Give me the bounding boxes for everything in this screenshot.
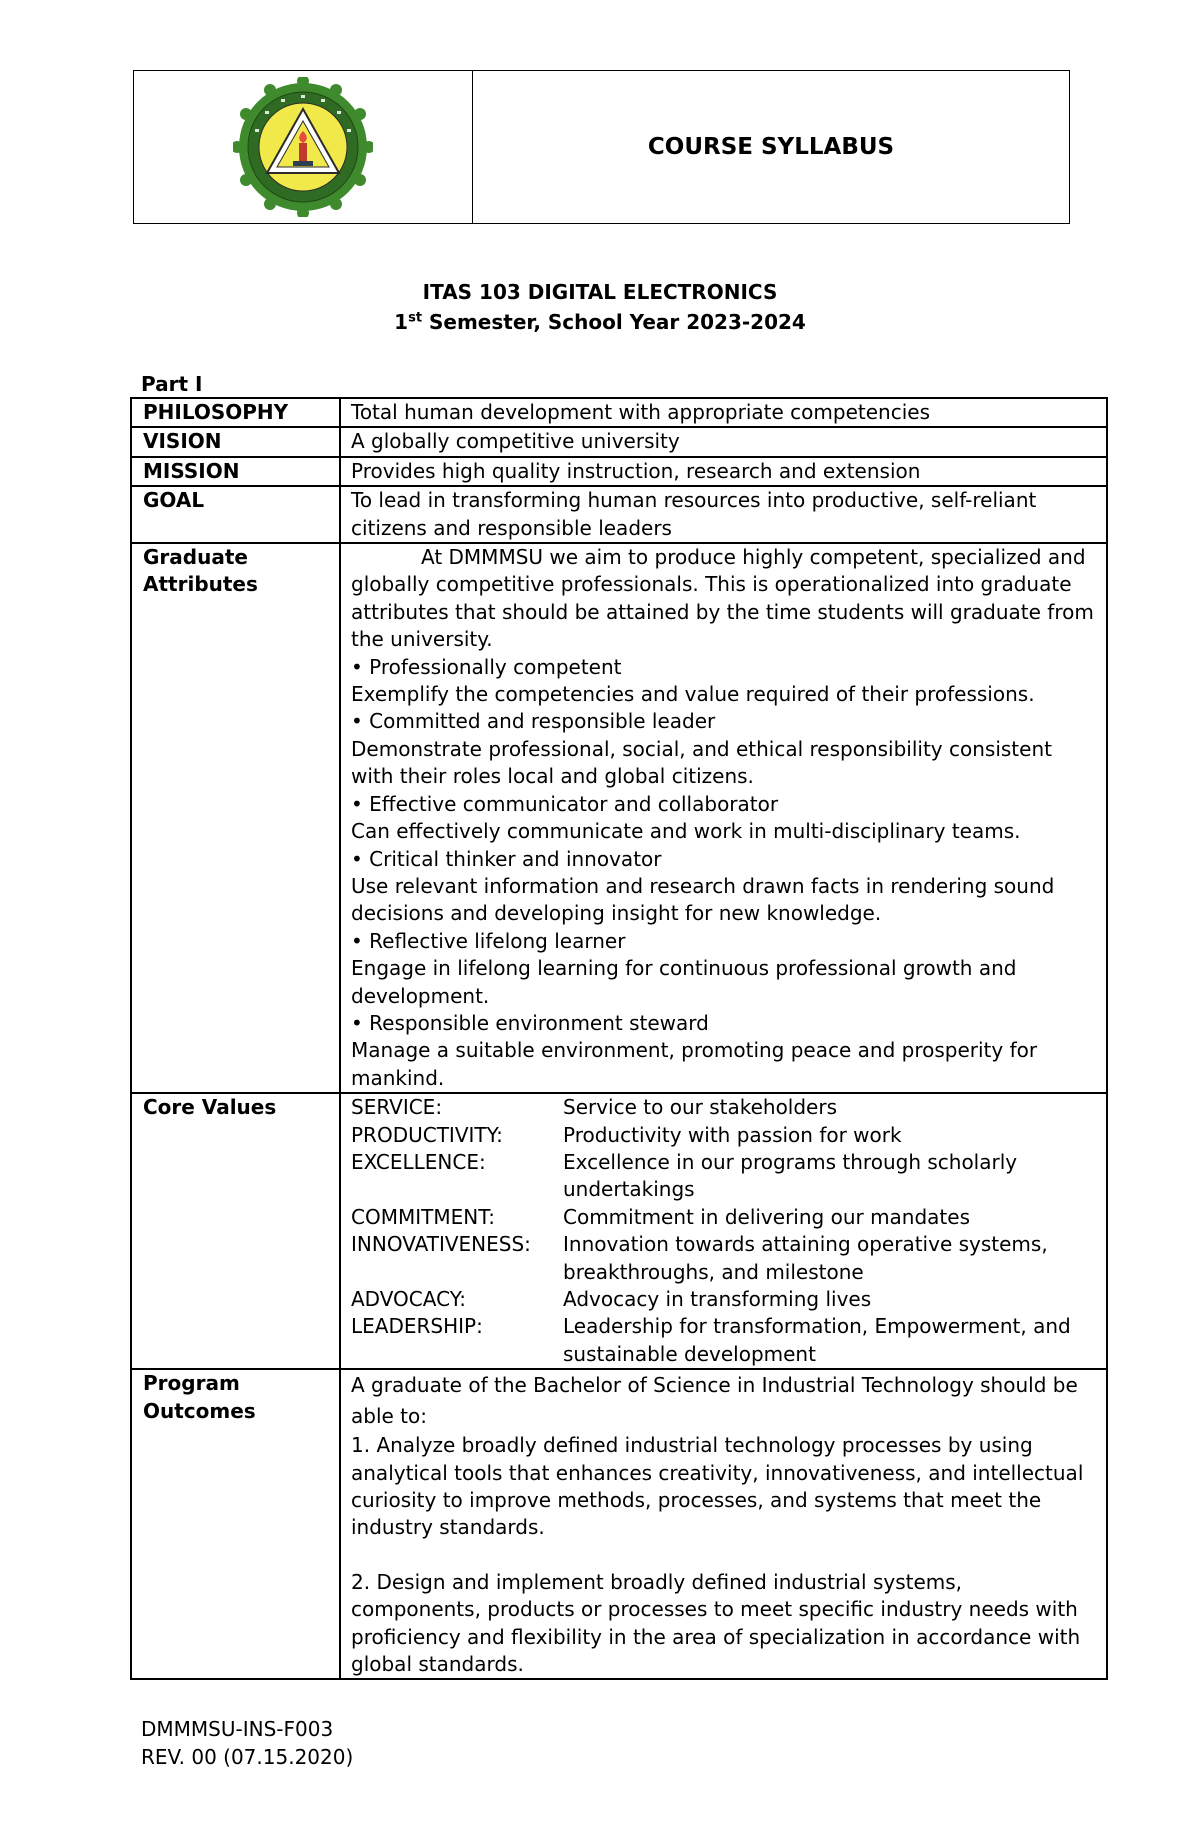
attribute-title: • Responsible environment steward bbox=[351, 1010, 709, 1035]
revision: REV. 00 (07.15.2020) bbox=[141, 1745, 354, 1769]
form-code: DMMMSU-INS-F003 bbox=[141, 1717, 334, 1741]
row-value: Total human development with appropriate competencies bbox=[340, 398, 1107, 427]
header-box bbox=[133, 70, 1070, 224]
table-row bbox=[131, 398, 1107, 427]
row-label: PHILOSOPHY bbox=[131, 398, 340, 427]
outcome-item: 1. Analyze broadly defined industrial technology processes by using analytical tools that enhances creativity, innovativeness, and intellectual curiosity to improve methods, processes, and systems that meet the industry standards. bbox=[351, 1433, 1084, 1540]
attribute-desc: Exemplify the competencies and value required of their professions. bbox=[351, 682, 1035, 707]
attribute-title: • Committed and responsible leader bbox=[351, 709, 716, 734]
table-row bbox=[131, 457, 1107, 486]
outcome-item: 2. Design and implement broadly defined industrial systems, components, products or processes to meet specific industry needs with proficiency and flexibility in the area of specialization in accordance with global standards. bbox=[351, 1569, 1081, 1677]
attribute-desc: Manage a suitable environment, promoting peace and prosperity for mankind. bbox=[351, 1038, 1038, 1090]
semester-line: 1st Semester, School Year 2023-2024 bbox=[394, 310, 806, 334]
core-value-row: PRODUCTIVITY: Productivity with passion for work bbox=[351, 1122, 902, 1147]
row-value: A globally competitive university bbox=[340, 427, 1107, 456]
attribute-desc: Engage in lifelong learning for continuous professional growth and development. bbox=[351, 956, 1017, 1008]
outcomes-intro: A graduate of the Bachelor of Science in Industrial Technology should be able to: bbox=[351, 1373, 1078, 1429]
attribute-title: • Effective communicator and collaborator bbox=[351, 791, 779, 816]
course-title: ITAS 103 DIGITAL ELECTRONICS bbox=[422, 280, 778, 304]
attribute-desc: Use relevant information and research drawn facts in rendering sound decisions and developing insight for new knowledge. bbox=[351, 873, 1055, 926]
core-value-row: COMMITMENT: Commitment in delivering our mandates bbox=[351, 1204, 971, 1229]
footer bbox=[141, 1715, 353, 1771]
row-value: Provides high quality instruction, research and extension bbox=[340, 457, 1107, 486]
syllabus-title: COURSE SYLLABUS bbox=[647, 134, 895, 160]
attribute-title: • Critical thinker and innovator bbox=[351, 846, 662, 871]
core-value-row: LEADERSHIP: Leadership for transformation, Empowerment, and sustainable development bbox=[351, 1314, 1071, 1366]
core-values-content bbox=[340, 1093, 1107, 1369]
program-outcomes-content bbox=[340, 1369, 1107, 1679]
table-row bbox=[131, 543, 1107, 1093]
row-label: Core Values bbox=[131, 1093, 340, 1369]
graduate-intro: At DMMMSU we aim to produce highly competent, specialized and globally competitive professionals. This is operationalized into graduate attributes that should be attained by the time students will graduate from the university. bbox=[351, 545, 1094, 652]
table-row bbox=[131, 1369, 1107, 1679]
attribute-desc: Demonstrate professional, social, and ethical responsibility consistent with their roles local and global citizens. bbox=[351, 736, 1052, 789]
core-value-row: INNOVATIVENESS: Innovation towards attaining operative systems, breakthroughs, and milestone bbox=[351, 1232, 1048, 1284]
syllabus-table bbox=[130, 397, 1108, 1680]
attribute-desc: Can effectively communicate and work in multi-disciplinary teams. bbox=[351, 819, 1021, 844]
core-value-row: EXCELLENCE: Excellence in our programs through scholarly undertakings bbox=[351, 1149, 1018, 1202]
table-row bbox=[131, 1093, 1107, 1369]
row-label: GOAL bbox=[131, 486, 340, 543]
table-row bbox=[131, 427, 1107, 456]
university-seal-icon bbox=[233, 77, 373, 217]
attribute-title: • Professionally competent bbox=[351, 654, 622, 679]
row-label: VISION bbox=[131, 427, 340, 456]
core-value-row: ADVOCACY: Advocacy in transforming lives bbox=[351, 1287, 872, 1311]
core-value-row: SERVICE: Service to our stakeholders bbox=[351, 1095, 838, 1120]
row-label: Program Outcomes bbox=[131, 1369, 340, 1679]
row-value: To lead in transforming human resources into productive, self-reliant citizens and responsible leaders bbox=[340, 486, 1107, 543]
logo-cell bbox=[134, 71, 473, 223]
row-label: MISSION bbox=[131, 457, 340, 486]
table-row bbox=[131, 486, 1107, 543]
attribute-title: • Reflective lifelong learner bbox=[351, 928, 626, 953]
graduate-attributes-content bbox=[340, 543, 1107, 1093]
part-label: Part I bbox=[141, 372, 203, 396]
row-label: Graduate Attributes bbox=[131, 543, 340, 1093]
